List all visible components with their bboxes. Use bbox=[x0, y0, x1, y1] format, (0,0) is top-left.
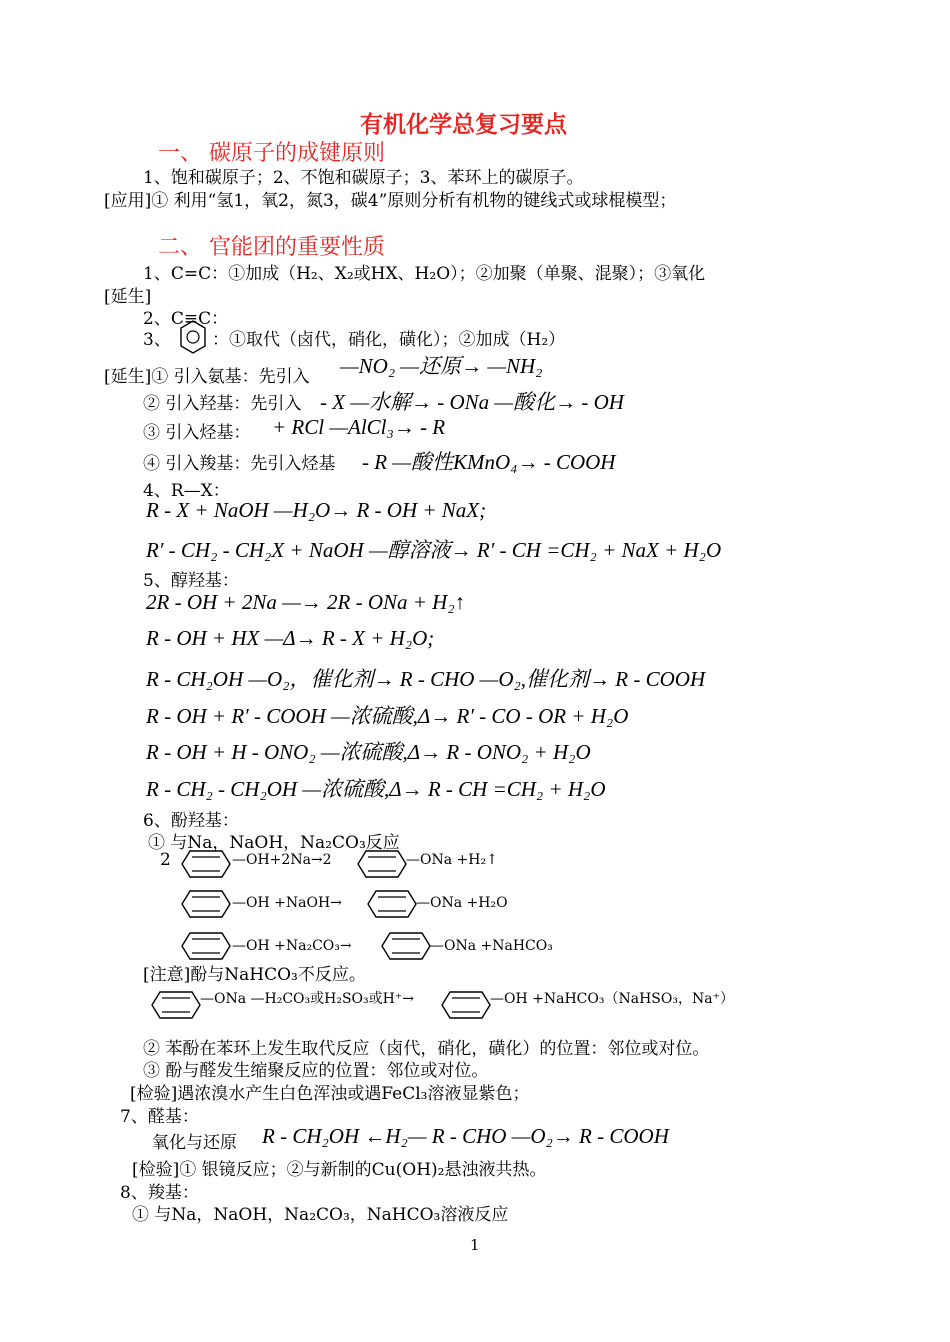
page-title: 有机化学总复习要点 bbox=[360, 112, 567, 138]
benzene-ring-icon bbox=[150, 990, 202, 1020]
benzene-ring-icon bbox=[440, 990, 492, 1020]
sec2-item5: 5、醇羟基： bbox=[143, 571, 239, 591]
reaction6c-mid: —OH +Na₂CO₃→ bbox=[232, 938, 352, 954]
sec2-ext1: [延生] bbox=[104, 287, 152, 307]
equation-4a: R - X + NaOH —H₂O→ R - OH + NaX; bbox=[146, 498, 487, 522]
sec2-item7: 7、醛基： bbox=[120, 1107, 199, 1127]
ext2-label: [延生]① 引入氨基：先引入 bbox=[104, 367, 310, 387]
ext5-label: ④ 引入羧基：先引入烃基 bbox=[143, 454, 336, 474]
item7-check: [检验]① 银镜反应；②与新制的Cu(OH)₂悬浊液共热。 bbox=[132, 1160, 547, 1180]
reaction6b-mid: —OH +NaOH→ bbox=[232, 895, 342, 911]
benzene-ring-icon bbox=[380, 931, 432, 961]
ext5-equation: - R —酸性KMnO₄→ - COOH bbox=[362, 450, 616, 474]
benzene-ring-icon bbox=[180, 849, 232, 879]
section-heading-1: 一、 碳原子的成键原则 bbox=[158, 141, 385, 166]
benzene-ring-icon bbox=[180, 320, 206, 354]
ext4-equation: + RCl —AlCl₃→ - R bbox=[272, 415, 446, 439]
reaction6d-end: —OH +NaHCO₃（NaHSO₃，Na⁺） bbox=[490, 991, 734, 1007]
benzene-ring-icon bbox=[180, 889, 232, 919]
ext3-equation: - X —水解→ - ONa —酸化→ - OH bbox=[320, 390, 624, 414]
item6-sub1: ① 与Na，NaOH，Na₂CO₃反应 bbox=[148, 833, 400, 853]
ext2-equation: —NO₂ —还原→ —NH₂ bbox=[340, 354, 543, 378]
reaction6c-end: —ONa +NaHCO₃ bbox=[430, 938, 553, 954]
sec2-item3-num: 3、 bbox=[143, 330, 171, 350]
item6-sub2: ② 苯酚在苯环上发生取代反应（卤代，硝化，磺化）的位置：邻位或对位。 bbox=[143, 1039, 710, 1059]
reaction6b-end: —ONa +H₂O bbox=[416, 895, 508, 911]
reaction6a-coef: 2 bbox=[160, 850, 171, 870]
sec2-item6: 6、酚羟基： bbox=[143, 811, 239, 831]
page-number: 1 bbox=[470, 1236, 480, 1254]
reaction6d-mid: —ONa —H₂CO₃或H₂SO₃或H⁺→ bbox=[200, 991, 414, 1007]
equation-5f: R - CH₂ - CH₂OH —浓硫酸,Δ→ R - CH =CH₂ + H₂O bbox=[146, 777, 606, 801]
sec2-item8: 8、羧基： bbox=[120, 1183, 199, 1203]
sec2-item4: 4、R—X： bbox=[143, 481, 230, 501]
phenol-note: [注意]酚与NaHCO₃不反应。 bbox=[143, 965, 366, 985]
sec2-item2: 2、C≡C： bbox=[143, 309, 229, 329]
ext4-label: ③ 引入烃基： bbox=[143, 423, 251, 443]
equation-5e: R - OH + H - ONO₂ —浓硫酸,Δ→ R - ONO₂ + H₂O bbox=[146, 740, 591, 764]
equation-5d: R - OH + R′ - COOH —浓硫酸,Δ→ R′ - CO - OR + H₂O bbox=[146, 704, 629, 728]
equation-5c: R - CH₂OH —O₂，催化剂→ R - CHO —O₂,催化剂→ R - COOH bbox=[146, 667, 706, 691]
item6-check: [检验]遇浓溴水产生白色浑浊或遇FeCl₃溶液显紫色； bbox=[130, 1084, 530, 1104]
reaction6a-end: —ONa +H₂↑ bbox=[406, 852, 498, 868]
ext3-label: ② 引入羟基：先引入 bbox=[143, 394, 302, 414]
sec2-item1: 1、C=C：①加成（H₂、X₂或HX、H₂O）；②加聚（单聚、混聚）；③氧化 bbox=[143, 264, 706, 284]
benzene-ring-icon bbox=[356, 849, 408, 879]
equation-4b: R′ - CH₂ - CH₂X + NaOH —醇溶液→ R′ - CH =CH₂ + NaX + H₂O bbox=[146, 538, 722, 562]
item7-label: 氧化与还原 bbox=[152, 1133, 237, 1153]
item6-sub3: ③ 酚与醛发生缩聚反应的位置：邻位或对位。 bbox=[143, 1061, 489, 1081]
equation-5b: R - OH + HX —Δ→ R - X + H₂O; bbox=[146, 626, 435, 650]
benzene-ring-icon bbox=[366, 889, 418, 919]
sec2-item3-text: ：①取代（卤代，硝化，磺化）；②加成（H₂） bbox=[212, 330, 566, 350]
section-heading-2: 二、 官能团的重要性质 bbox=[158, 235, 385, 260]
benzene-ring-icon bbox=[180, 931, 232, 961]
item8-sub1: ① 与Na，NaOH，Na₂CO₃，NaHCO₃溶液反应 bbox=[132, 1205, 509, 1225]
equation-5a: 2R - OH + 2Na —→ 2R - ONa + H₂↑ bbox=[146, 590, 466, 614]
equation-7: R - CH₂OH ←H₂— R - CHO —O₂→ R - COOH bbox=[262, 1124, 669, 1148]
sec1-apply: [应用]① 利用“氢1，氧2，氮3，碳4”原则分析有机物的键线式或球棍模型； bbox=[104, 191, 677, 211]
reaction6a-mid: —OH+2Na→2 bbox=[232, 852, 332, 868]
sec1-line1: 1、饱和碳原子；2、不饱和碳原子；3、苯环上的碳原子。 bbox=[143, 168, 584, 188]
